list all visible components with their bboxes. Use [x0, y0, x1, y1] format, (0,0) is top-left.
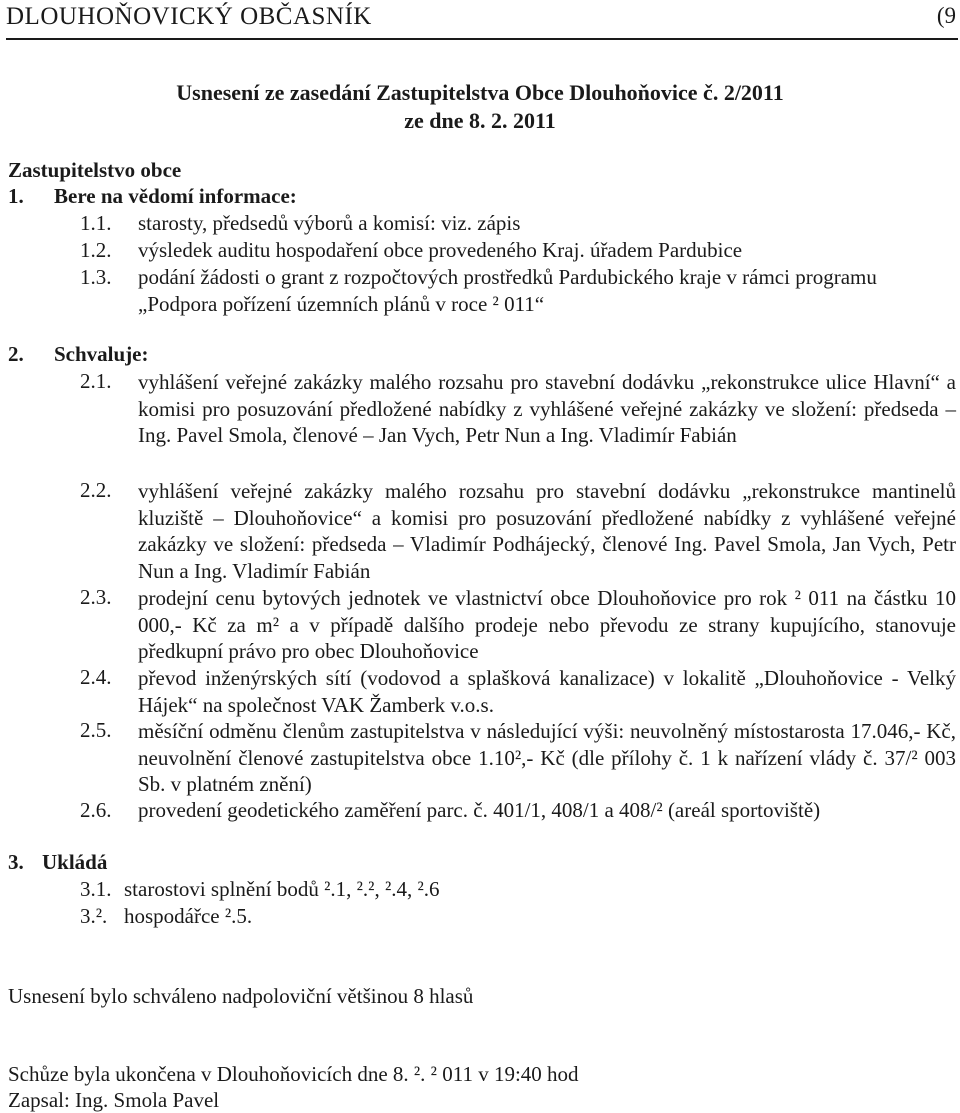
section-1-heading: Bere na vědomí informace:	[54, 184, 297, 208]
item-text-continued: „Podpora pořízení územních plánů v roce ² 011“	[138, 292, 545, 316]
section-3-heading: Ukládá	[42, 850, 108, 874]
item-number: 2.4.	[80, 665, 112, 689]
item-text: starostovi splnění bodů ².1, ².², ².4, ².6	[124, 877, 440, 901]
body-intro: Zastupitelstvo obce	[8, 158, 182, 182]
item-text: provedení geodetického zaměření parc. č. 401/1, 408/1 a 408/² (areál sportoviště)	[138, 798, 821, 822]
item-text: podání žádosti o grant z rozpočtových prostředků Pardubického kraje v rámci programu	[138, 265, 877, 289]
item-number: 1.2.	[80, 238, 112, 262]
section-1-number: 1.	[8, 184, 24, 208]
item-text: vyhlášení veřejné zakázky malého rozsahu pro stavební dodávku „rekonstrukce mantinelů kluziště – Dlouhoňovice“ a komisi pro posuzování předložené nabídky z vyhlášené veřejné zakázky ve složení: předseda – Vladimír Podhájecký, členové Ing. Pavel Smola, Jan Vych, Petr Nun a Ing. Vladimír Fabián	[138, 479, 956, 583]
item-text: hospodářce ².5.	[124, 904, 253, 928]
item-text: převod inženýrských sítí (vodovod a splašková kanalizace) v lokalitě „Dlouhoňovice - Velký Hájek“ na společnost VAK Žamberk v.o.s.	[138, 666, 956, 717]
item-text: starosty, předsedů výborů a komisí: viz. zápis	[138, 211, 521, 235]
page-number: (9	[936, 3, 956, 28]
section-2-number: 2.	[8, 342, 24, 366]
item-number: 3.².	[80, 904, 108, 928]
minutes-author: Zapsal: Ing. Smola Pavel	[8, 1088, 220, 1112]
meeting-closing: Schůze byla ukončena v Dlouhoňovicích dne 8. ². ² 011 v 19:40 hod	[8, 1062, 579, 1086]
item-text: prodejní cenu bytových jednotek ve vlastnictví obce Dlouhoňovice pro rok ² 011 na částku 10 000,- Kč za m² a v případě dalšího prodeje nebo převodu ze strany kupujícího, stanovuje předkupní právo pro obec Dlouhoňovice	[138, 586, 956, 663]
newsletter-title: DLOUHOŇOVICKÝ OBČASNÍK	[6, 3, 372, 30]
item-number: 2.2.	[80, 478, 112, 502]
page-header	[0, 0, 960, 40]
resolution-date: ze dne 8. 2. 2011	[404, 108, 556, 133]
item-number: 2.5.	[80, 718, 112, 742]
item-number: 2.3.	[80, 585, 112, 609]
item-number: 1.3.	[80, 265, 112, 289]
item-number: 2.6.	[80, 798, 112, 822]
item-text: výsledek auditu hospodaření obce provedeného Kraj. úřadem Pardubice	[138, 238, 743, 262]
section-2-heading: Schvaluje:	[54, 342, 149, 366]
item-number: 2.1.	[80, 369, 112, 393]
item-text: vyhlášení veřejné zakázky malého rozsahu pro stavební dodávku „rekonstrukce ulice Hlavní“ a komisi pro posuzování předložené nabídky z vyhlášené veřejné zakázky ve složení: předseda – Ing. Pavel Smola, členové – Jan Vych, Petr Nun a Ing. Vladimír Fabián	[138, 370, 956, 447]
item-number: 1.1.	[80, 211, 112, 235]
header-divider	[6, 38, 958, 40]
section-3-number: 3.	[8, 850, 24, 874]
item-text: měsíční odměnu členům zastupitelstva v následující výši: neuvolněný místostarosta 17.046,- Kč, neuvolnění členové zastupitelstva obce 1.10²,- Kč (dle přílohy č. 1 k nařízení vlády č. 37/² 003 Sb. v platném znění)	[138, 719, 956, 796]
resolution-title: Usnesení ze zasedání Zastupitelstva Obce Dlouhoňovice č. 2/2011	[176, 80, 784, 105]
approval-statement: Usnesení bylo schváleno nadpoloviční většinou 8 hlasů	[8, 984, 474, 1008]
item-number: 3.1.	[80, 877, 112, 901]
